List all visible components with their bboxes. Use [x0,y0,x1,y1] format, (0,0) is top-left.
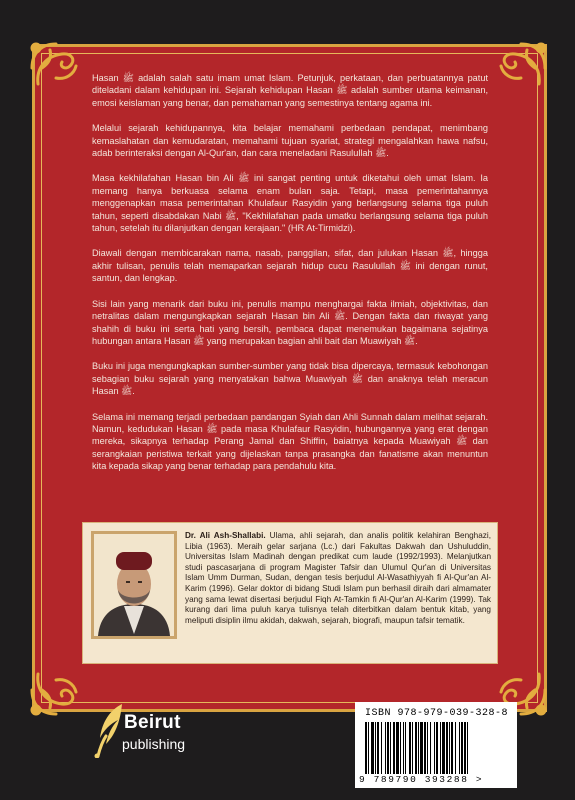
barcode-bar [464,722,466,774]
barcode-bar [440,722,441,774]
author-photo [91,531,177,639]
barcode-bar [377,722,379,774]
publisher-logo [92,700,212,762]
barcode-bar [390,722,391,774]
blurb-paragraph-5: Sisi lain yang menarik dari buku ini, penulis mampu menghargai fakta ilmiah, objektivitas, dan netralitas dalam mengungkapkan sejarah Hasan bin Ali ﷺ. Dengan fakta dan riwayat yang shahih di buku ini serta hati yang bersih, pembaca dapat menemukan bagaimana sejatinya hubungan antara Hasan ﷺ yang merupakan bagian ahli bait dan Muawiyah ﷺ. [92,298,488,346]
author-portrait-image [94,534,174,636]
barcode-bar [451,722,453,774]
barcode-bar [455,722,456,774]
barcode-bar [403,722,404,774]
blurb-paragraph-6: Buku ini juga mengungkapkan sumber-sumber yang tidak bisa dipercaya, termasuk kebohongan sebagian buku sejarah yang menyatakan bahwa Muawiyah ﷺ dan anaknya telah meracun Hasan ﷺ. [92,361,488,397]
blurb-text [92,72,488,486]
barcode-bar [427,722,428,774]
barcode-bar [387,722,389,774]
barcode-bar [371,722,374,774]
barcode-bar [412,722,413,774]
barcode-bar [418,722,419,774]
author-name: Dr. Ali Ash-Shallabi. [185,531,266,540]
author-bio-text: Ulama, ahli sejarah, dan analis politik kelahiran Benghazi, Libia (1963). Meraih gelar sarjana (Lc.) dari Fakultas Dakwah dan Ushuluddin, Universitas Islam Madinah dengan predikat cum laude (1992/1993). Melanjutkan studi pascasarjana di program Magister Tafsir dan Ulumul Qur'an di Universitas Islam Umm Durman, Sudan, dengan tesis berjudul Al-Wasathiyyah fi Al-Qur'an Al-Karim (1996). Gelar doktor di bidang Studi Islam pun berhasil diraih dari almamater yang sama lewat disertasi berjudul Fiqh At-Tamkin fi Al-Qur'an Al-Karim (1999). Tak kurang dari lima puluh karya tulisnya telah diterbitkan dalam bentuk kitab, yang meliputi disiplin ilmu akidah, dakwah, sejarah, biografi, maupun tafsir tematik. [185,531,491,625]
barcode-bar [449,722,450,774]
barcode-bar [365,722,367,774]
barcode-bar [442,722,445,774]
author-bio [185,531,491,626]
barcode-bar [430,722,431,774]
barcode-bar [393,722,395,774]
barcode-bar [375,722,376,774]
barcode-bar [381,722,382,774]
barcode-bar [434,722,435,774]
barcode-bar [446,722,448,774]
blurb-paragraph-2: Melalui sejarah kehidupannya, kita belajar memahami perbedaan pendapat, menimbang kemaslahatan dan kemudaratan, memahami tujuan syariat, strategi mengalahkan hawa nafsu, adab berinteraksi dengan Al-Qur'an, dan cara meneladani Rasulullah ﷺ. [92,123,488,159]
barcode-bar [415,722,417,774]
barcode-bars [365,722,509,774]
quill-pen-icon [92,702,126,758]
isbn-label: ISBN 978-979-039-328-8 [365,708,509,719]
barcode-bar [424,722,426,774]
barcode-bar [420,722,423,774]
ornament-corner-top-right [493,38,551,96]
author-box [82,522,498,664]
barcode-bar [400,722,401,774]
publisher-subtitle: publishing [122,736,186,752]
blurb-paragraph-7: Selama ini memang terjadi perbedaan pandangan Syiah dan Ahli Sunnah dalam melihat sejarah. Namun, kedudukan Hasan ﷺ pada masa Khulafaur Rasyidin, hubungannya yang erat dengan mereka, sikapnya terhadap Perang Jamal dan Shiffin, baiatnya kepada Muawiyah ﷺ dan serangkaian peristiwa terkait yang dijelaskan tanpa prasangka dan fanatisme akan menuntun kita kepada sikap yang benar terhadap para pendahulu kita. [92,411,488,472]
barcode-bar [436,722,438,774]
ornament-corner-top-left [26,38,84,96]
barcode-digits: 9 789790 393288 > [359,774,484,785]
barcode [355,702,517,788]
barcode-bar [467,722,468,774]
barcode-bar [368,722,369,774]
blurb-paragraph-4: Diawali dengan membicarakan nama, nasab, panggilan, sifat, dan julukan Hasan ﷺ, hingga akhir tulisan, penulis telah memaparkan sejarah hidup cucu Rasulullah ﷺ ini dengan runut, santun, dan lengkap. [92,248,488,284]
barcode-bar [396,722,399,774]
barcode-bar [459,722,460,774]
barcode-bar [409,722,411,774]
blurb-paragraph-3: Masa kekhilafahan Hasan bin Ali ﷺ ini sangat penting untuk diketahui oleh umat Islam. Ia memang hanya berkuasa selama enam bulan saja. Tetapi, masa pemerintahannya menggenapkan masa pemerintahan Khulafaur Rasyidin yang berlangsung selama tiga puluh tahun, seperti disabdakan Nabi ﷺ, "Kekhilafahan pada umatku berlangsung selama tiga puluh tahun, setelah itu dilanjutkan dengan kerajaan." (HR At-Tirmidzi). [92,173,488,234]
barcode-bar [405,722,406,774]
ornament-corner-bottom-left [26,662,84,720]
barcode-bar [461,722,463,774]
blurb-paragraph-1: Hasan ﷺ adalah salah satu imam umat Islam. Petunjuk, perkataan, dan perbuatannya patut diteladani dalam kehidupan ini. Sejarah kehidupan Hasan ﷺ adalah sumber utama keimanan, emosi keislaman yang benar, dan pemahaman yang semestinya tentang agama ini. [92,73,489,108]
publisher-name: Beirut [124,712,181,733]
barcode-bar [385,722,386,774]
